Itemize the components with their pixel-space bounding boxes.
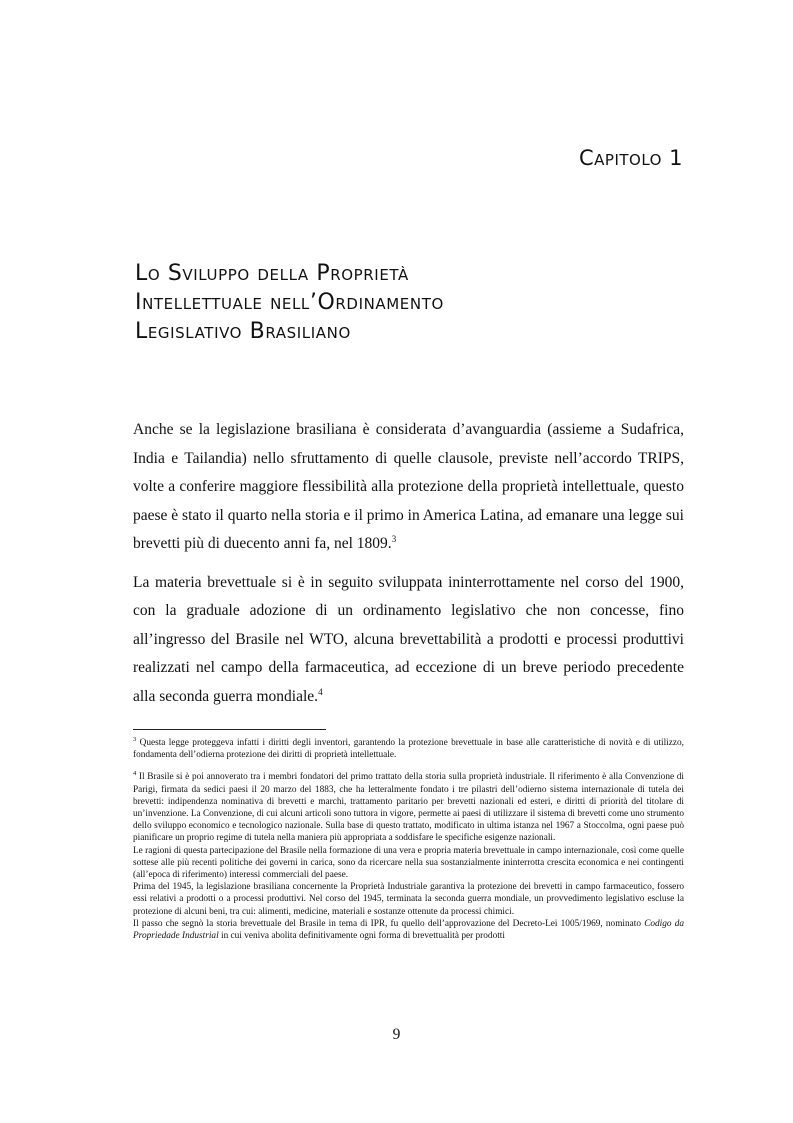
- body-paragraph: [133, 416, 684, 559]
- paragraph-text: La materia brevettuale si è in seguito sviluppata ininterrottamente nel corso del 1900, con la graduale adozione di un ordinamento legislativo che non concesse, fino all’ingresso del Brasile nel WTO, alcuna brevettabilità a prodotti e processi produttivi realizzati nel campo della farmaceutica, ad eccezione di un breve periodo precedente alla seconda guerra mondiale.: [133, 573, 684, 705]
- footnote-text: in cui veniva abolita definitivamente ogni forma di brevettualità per prodotti: [218, 931, 505, 942]
- footnote-paragraph: [133, 771, 684, 844]
- footnote-paragraph: [133, 737, 684, 761]
- footnote-number: 3: [133, 735, 137, 743]
- body-text: [133, 416, 684, 721]
- footnote-text: Il passo che segnò la storia brevettuale del Brasile in tema di IPR, fu quello dell’approvazione del Decreto-Lei 1005/1969, nominato: [133, 918, 645, 929]
- footnote-text: Il Brasile si è poi annoverato tra i membri fondatori del primo trattato della storia sulla proprietà industriale. Il riferimento è alla Convenzione di Parigi, firmata da sedici paesi il 20 marzo del 1883, che ha letteralmente fondato i tre pilastri dell’odierno sistema internazionale di tutela dei brevetti: indipendenza nominativa di brevetti e marchi, trattamento paritario per brevetti nazionali ed esteri, e diritti di priorità del titolare di un’invenzione. La Convenzione, di cui alcuni articoli sono tuttora in vigore, permette ai paesi di utilizzare il sistema di brevetti come uno strumento dello sviluppo economico e tecnologico nazionale. Sulla base di questo trattato, modificato in ultima istanza nel 1967 a Stoccolma, ogni paese può pianificare un proprio regime di tutela nella maniera più appropriata a soddisfare le specifiche esigenze nazionali.: [133, 772, 684, 844]
- footnote-paragraph: Prima del 1945, la legislazione brasiliana concernente la Proprietà Industriale garantiva la protezione dei brevetti in campo farmaceutico, fossero essi relativi a prodotti o a processi produttivi. Nel corso del 1945, terminata la seconda guerra mondiale, un provvedimento legislativo escluse la protezione di alcuni beni, tra cui: alimenti, medicine, materiali e sostanze ottenute da processi chimici.: [133, 882, 684, 917]
- code-title: Codigo da Propriedade Industrial: [133, 918, 685, 942]
- page-number: 9: [392, 1026, 401, 1043]
- footnote-reference: 3: [391, 533, 397, 544]
- footnote-text: Questa legge proteggeva infatti i diritti degli inventori, garantendo la protezione brevettuale in base alle caratteristiche di novità e di utilizzo, fondamenta dell’odierna protezione dei diritti di proprietà intellettuale.: [133, 738, 684, 761]
- footnote-4: [133, 771, 684, 942]
- footnotes: [133, 737, 684, 952]
- chapter-title-line: Intellettuale nell’Ordinamento: [135, 290, 444, 315]
- chapter-title-line: Lo Sviluppo della Proprietà: [135, 261, 409, 286]
- body-paragraph: [133, 569, 684, 712]
- footnote-paragraph: Le ragioni di questa partecipazione del Brasile nella formazione di una vera e propria materia brevettuale in campo internazionale, così come quelle sottese alle più recenti politiche dei governi in carica, sono da ricercare nella sua sostanzialmente ininterrotta crescita economica e nei contingenti (all’epoca di riferimento) interessi commerciali del paese.: [133, 845, 684, 881]
- paragraph-text: Anche se la legislazione brasiliana è considerata d’avanguardia (assieme a Sudafrica, India e Tailandia) nello sfruttamento di quelle clausole, previste nell’accordo TRIPS, volte a conferire maggiore flessibilità alla protezione della proprietà intellettuale, questo paese è stato il quarto nella storia e il primo in America Latina, ad emanare una legge sui brevetti più di duecento anni fa, nel 1809.: [133, 421, 684, 552]
- footnote-number: 4: [133, 770, 137, 778]
- chapter-title: [135, 259, 695, 346]
- chapter-title-line: Legislativo Brasiliano: [135, 319, 351, 344]
- footnote-reference: 4: [318, 686, 323, 697]
- footnote-paragraph: [133, 918, 684, 942]
- chapter-label: Capitolo 1: [578, 146, 683, 170]
- footnote-separator: [133, 729, 326, 730]
- footnote-3: [133, 737, 684, 761]
